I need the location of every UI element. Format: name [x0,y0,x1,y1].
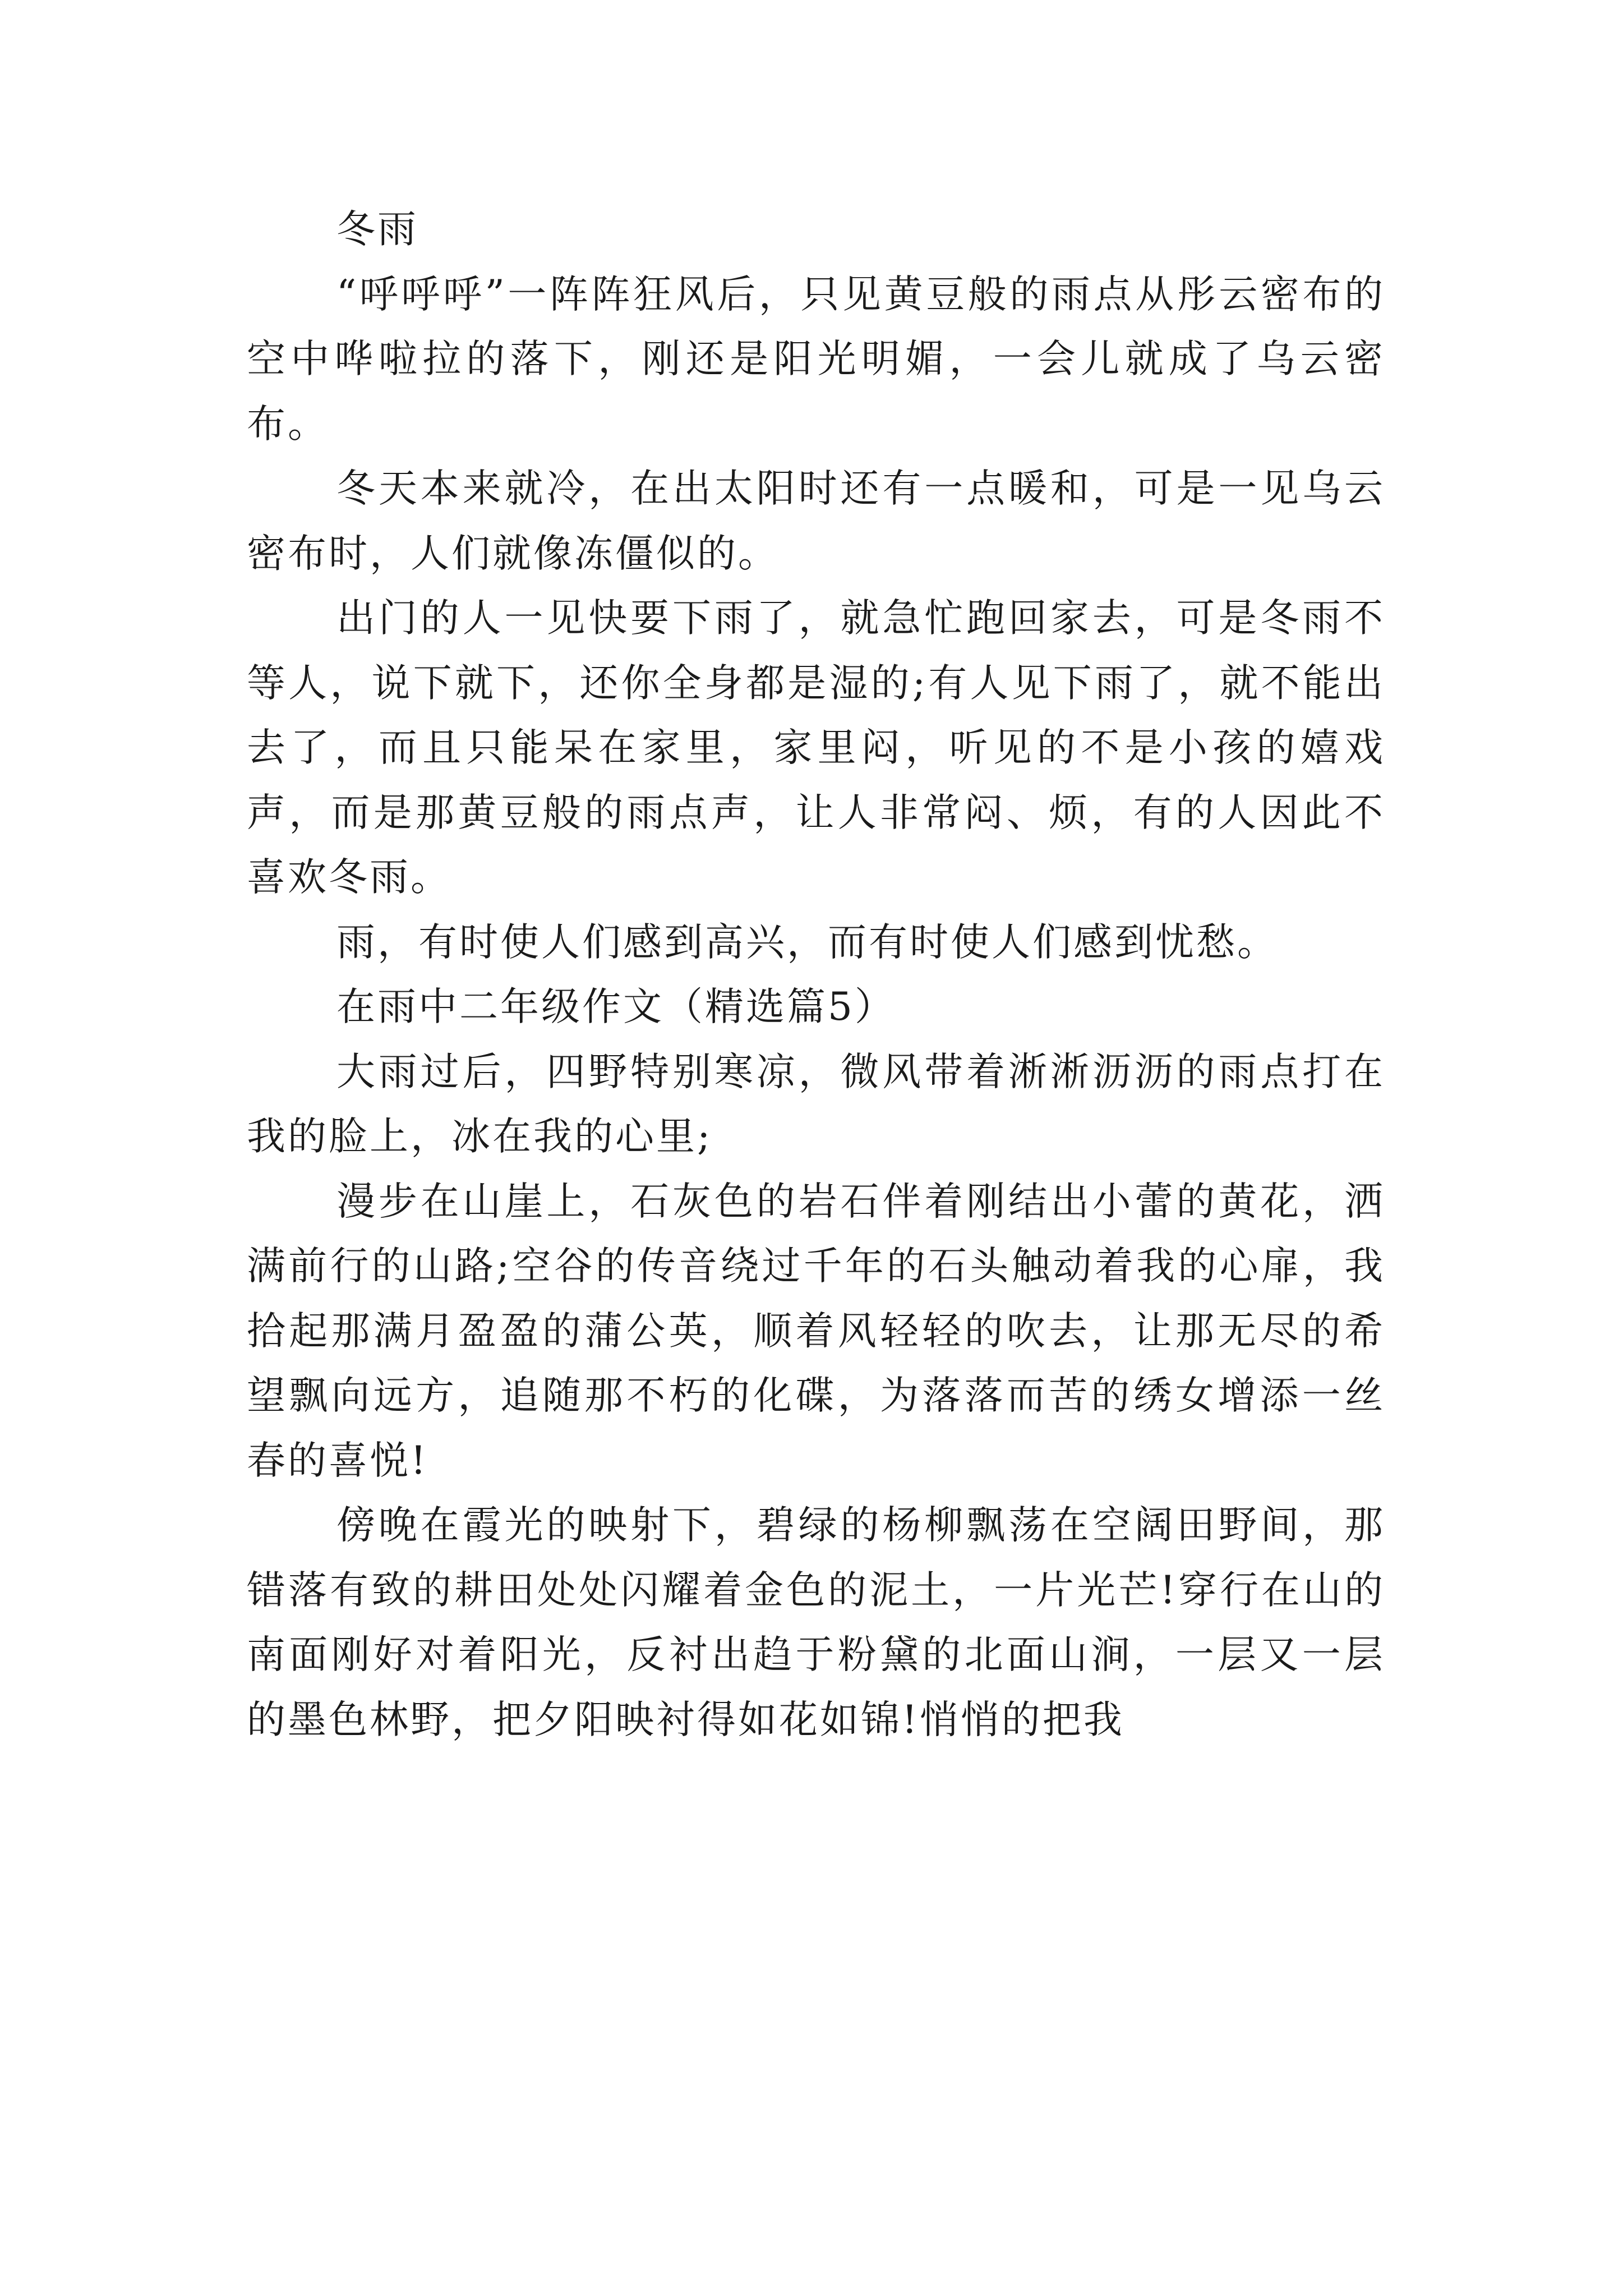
paragraph: 冬天本来就冷，在出太阳时还有一点暖和，可是一见乌云密布时，人们就像冻僵似的。 [247,466,1385,576]
paragraph: 傍晚在霞光的映射下，碧绿的杨柳飘荡在空阔田野间，那错落有致的耕田处处闪耀着金色的泥土，一片光芒!穿行在山的南面刚好对着阳光，反衬出趋于粉黛的北面山涧，一层又一层的墨色林野，把夕阳映衬得如花如锦!悄悄的把我 [247,1503,1385,1742]
document-body [247,197,1385,1752]
paragraph: 出门的人一见快要下雨了，就急忙跑回家去，可是冬雨不等人，说下就下，还你全身都是湿的;有人见下雨了，就不能出去了，而且只能呆在家里，家里闷，听见的不是小孩的嬉戏声，而是那黄豆般的雨点声，让人非常闷、烦，有的人因此不喜欢冬雨。 [247,596,1385,900]
section-title-essay-5: 在雨中二年级作文（精选篇5） [336,984,896,1029]
paragraph: “呼呼呼”一阵阵狂风后，只见黄豆般的雨点从彤云密布的空中哗啦拉的落下，刚还是阳光明媚，一会儿就成了乌云密布。 [247,272,1385,447]
paragraph: 漫步在山崖上，石灰色的岩石伴着刚结出小蕾的黄花，洒满前行的山路;空谷的传音绕过千年的石头触动着我的心扉，我拾起那满月盈盈的蒲公英，顺着风轻轻的吹去，让那无尽的希望飘向远方，追随那不朽的化碟，为落落而苦的绣女增添一丝春的喜悦! [247,1179,1385,1483]
paragraph: 大雨过后，四野特别寒凉，微风带着淅淅沥沥的雨点打在我的脸上，冰在我的心里; [247,1049,1385,1159]
paragraph: 雨，有时使人们感到高兴，而有时使人们感到忧愁。 [336,919,1278,965]
section-title-winter-rain: 冬雨 [336,207,418,252]
